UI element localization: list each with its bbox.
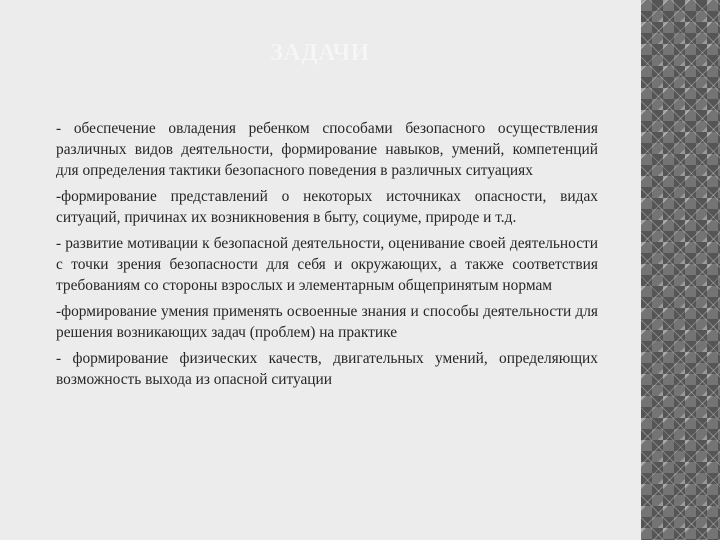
slide-title: ЗАДАЧИ: [270, 40, 370, 66]
task-paragraph-5: - формирование физических качеств, двигательных умений, определяющих возможность выхода из опасной ситуации: [56, 350, 598, 389]
decorative-diamond-overlay: [641, 0, 720, 540]
task-paragraph-3: - развитие мотивации к безопасной деятельности, оценивание своей деятельности с точки зрения безопасности для себя и окружающих, а также соответствия требованиям со стороны взрослых и элементарным общепринятым нормам: [56, 235, 598, 295]
task-paragraph-1: - обеспечение овладения ребенком способами безопасного осуществления различных видов деятельности, формирование навыков, умений, компетенций для определения тактики безопасного поведения в различных ситуациях: [56, 120, 598, 180]
task-paragraph-4: -формирование умения применять освоенные знания и способы деятельности для решения возникающих задач (проблем) на практике: [56, 303, 598, 342]
task-paragraph-2: -формирование представлений о некоторых источниках опасности, видах ситуаций, причинах их возникновения в быту, социуме, природе и т.д.: [56, 188, 598, 227]
slide-body: [56, 118, 598, 395]
